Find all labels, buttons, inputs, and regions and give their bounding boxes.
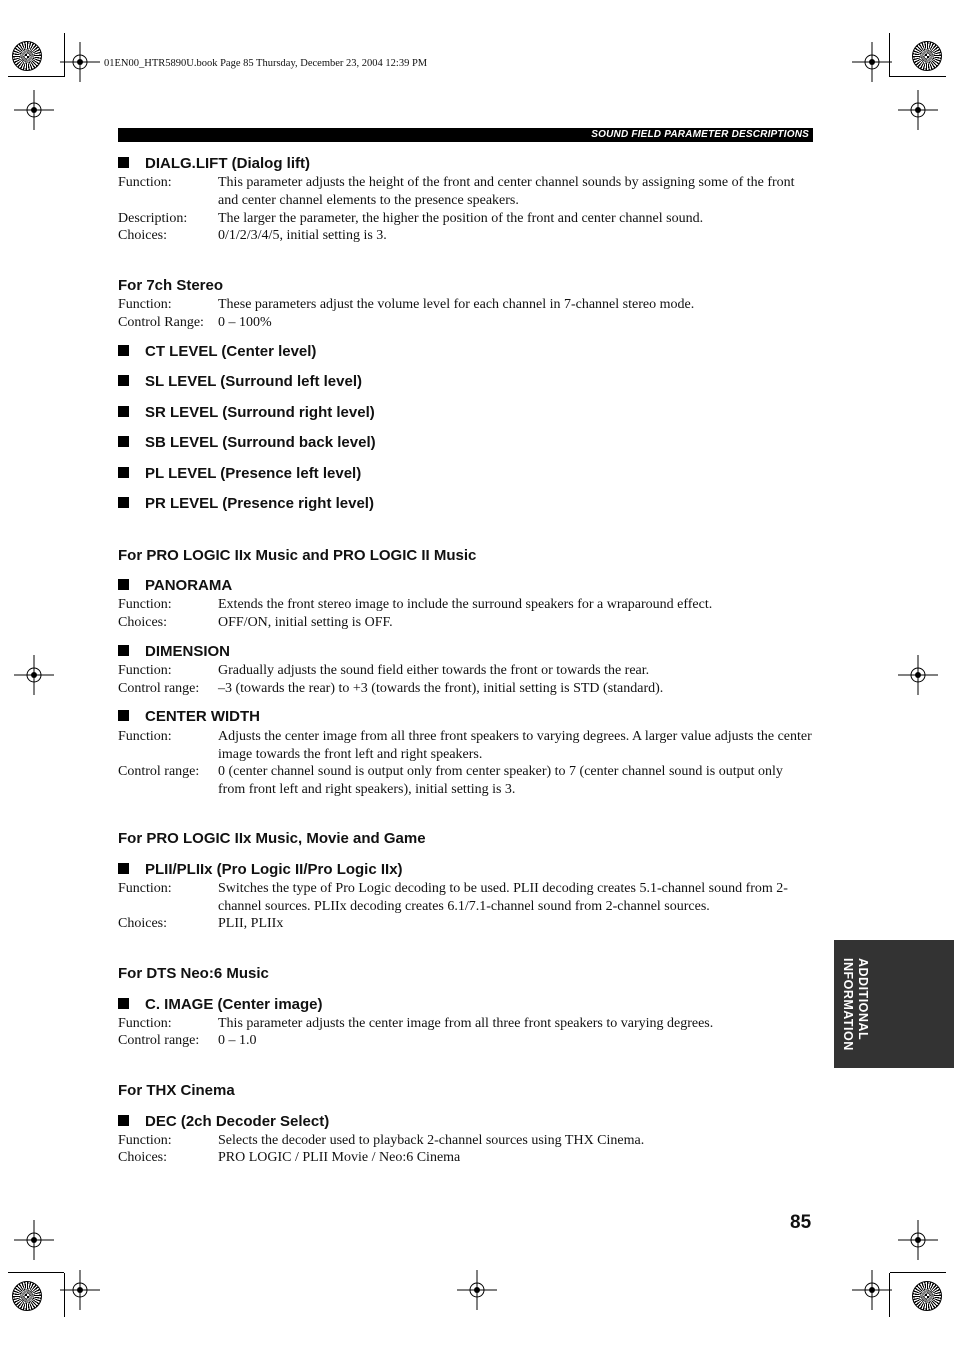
row-label: Choices: [118, 615, 167, 630]
panorama-choices-row [118, 614, 813, 632]
row-text: –3 (towards the rear) to +3 (towards the front), initial setting is STD (standard). [218, 681, 664, 696]
row-label: Control range: [118, 1033, 200, 1048]
bullet-square-icon [118, 710, 129, 721]
dimension-title: DIMENSION [145, 643, 231, 660]
registration-mark-icon [898, 90, 938, 130]
plii-function-row [118, 880, 813, 916]
row-text: Selects the decoder used to playback 2-channel sources using THX Cinema. [218, 1133, 645, 1148]
plii-pliix-heading [118, 861, 403, 879]
row-label: Description: [118, 211, 188, 226]
center-width-heading [118, 708, 260, 726]
section-banner-title: SOUND FIELD PARAMETER DESCRIPTIONS [591, 129, 809, 140]
panorama-heading [118, 577, 232, 595]
bullet-square-icon [118, 998, 129, 1009]
row-label: Control range: [118, 681, 200, 696]
row-text: This parameter adjusts the height of the front and center channel sounds by assigning some of the front and center channel elements to the presence speakers. [218, 175, 795, 208]
dec-title: DEC (2ch Decoder Select) [145, 1113, 330, 1130]
bullet-square-icon [118, 406, 129, 417]
cimage-range-row [118, 1032, 813, 1050]
row-text: PLII, PLIIx [218, 916, 284, 931]
dimension-function-row [118, 662, 813, 680]
bullet-square-icon [118, 436, 129, 447]
center-width-range-row [118, 763, 813, 799]
crop-mark [8, 1272, 64, 1273]
bullet-square-icon [118, 345, 129, 356]
bullet-square-icon [118, 1115, 129, 1126]
registration-mark-icon [14, 90, 54, 130]
row-text: Extends the front stereo image to include the surround speakers for a wraparound effect. [218, 597, 713, 612]
neo6-heading: For DTS Neo:6 Music [118, 965, 269, 982]
registration-mark-icon [852, 1270, 892, 1310]
row-label: Function: [118, 597, 172, 612]
dialg-title: DIALG.LIFT (Dialog lift) [145, 155, 310, 172]
dialg-heading [118, 155, 310, 173]
row-text: Gradually adjusts the sound field either towards the front or towards the rear. [218, 663, 650, 678]
row-label: Function: [118, 1016, 172, 1031]
dialg-function-row [118, 174, 813, 210]
panorama-function-row [118, 596, 813, 614]
row-text: OFF/ON, initial setting is OFF. [218, 615, 393, 630]
color-target-icon [12, 41, 42, 71]
plii-choices-row [118, 915, 813, 933]
plii-movie-heading: For PRO LOGIC IIx Music, Movie and Game [118, 830, 426, 847]
registration-mark-icon [852, 42, 892, 82]
level-title: PL LEVEL (Presence left level) [145, 465, 362, 482]
color-target-icon [12, 1281, 42, 1311]
row-text: 0/1/2/3/4/5, initial setting is 3. [218, 228, 387, 243]
bullet-square-icon [118, 863, 129, 874]
row-label: Control Range: [118, 315, 204, 330]
sl-level-heading [118, 373, 362, 391]
registration-mark-icon [898, 1220, 938, 1260]
color-target-icon [912, 41, 942, 71]
dec-function-row [118, 1132, 813, 1150]
dimension-heading [118, 643, 230, 661]
center-width-title: CENTER WIDTH [145, 708, 260, 725]
crop-mark [8, 76, 64, 77]
pr-level-heading [118, 495, 374, 513]
color-target-icon [912, 1281, 942, 1311]
panorama-title: PANORAMA [145, 577, 233, 594]
row-label: Choices: [118, 228, 167, 243]
row-text: This parameter adjusts the center image from all three front speakers to varying degrees. [218, 1016, 714, 1031]
bullet-square-icon [118, 645, 129, 656]
plii-pliix-title: PLII/PLIIx (Pro Logic II/Pro Logic IIx) [145, 861, 403, 878]
sr-level-heading [118, 404, 375, 422]
registration-mark-icon [60, 1270, 100, 1310]
dec-choices-row [118, 1149, 813, 1167]
registration-mark-icon [14, 655, 54, 695]
bullet-square-icon [118, 497, 129, 508]
sb-level-heading [118, 434, 376, 452]
row-label: Function: [118, 663, 172, 678]
registration-mark-icon [14, 1220, 54, 1260]
row-text: 0 – 1.0 [218, 1033, 257, 1048]
crop-mark [890, 1272, 946, 1273]
row-text: 0 – 100% [218, 315, 272, 330]
thx-heading: For THX Cinema [118, 1082, 235, 1099]
stereo7-range-row [118, 314, 813, 332]
center-width-function-row [118, 728, 813, 764]
dialg-choices-row [118, 227, 813, 245]
bullet-square-icon [118, 467, 129, 478]
level-title: SB LEVEL (Surround back level) [145, 434, 376, 451]
registration-mark-icon [60, 42, 100, 82]
plii-music-heading: For PRO LOGIC IIx Music and PRO LOGIC II Music [118, 547, 477, 564]
ct-level-heading [118, 343, 316, 361]
row-text: Adjusts the center image from all three front speakers to varying degrees. A larger value adjusts the center image towards the front left and right speakers. [218, 729, 812, 762]
section-side-tab [834, 940, 954, 1068]
level-title: PR LEVEL (Presence right level) [145, 495, 374, 512]
level-title: SL LEVEL (Surround left level) [145, 373, 362, 390]
stereo7-function-row [118, 296, 813, 314]
row-label: Choices: [118, 1150, 167, 1165]
page-number: 85 [790, 1212, 812, 1233]
row-text: The larger the parameter, the higher the position of the front and center channel sound. [218, 211, 704, 226]
section-banner [118, 128, 813, 142]
crop-mark [890, 76, 946, 77]
dec-heading [118, 1113, 329, 1131]
row-label: Function: [118, 297, 172, 312]
row-label: Choices: [118, 916, 167, 931]
registration-mark-icon [457, 1270, 497, 1310]
dimension-range-row [118, 680, 813, 698]
pl-level-heading [118, 465, 361, 483]
side-tab-label: ADDITIONAL INFORMATION [841, 958, 870, 1051]
print-info-line: 01EN00_HTR5890U.book Page 85 Thursday, December 23, 2004 12:39 PM [104, 58, 428, 69]
cimage-heading [118, 996, 323, 1014]
dialg-description-row [118, 210, 813, 228]
registration-mark-icon [898, 655, 938, 695]
bullet-square-icon [118, 375, 129, 386]
cimage-function-row [118, 1015, 813, 1033]
row-label: Function: [118, 881, 172, 896]
row-label: Control range: [118, 764, 200, 779]
stereo7-heading: For 7ch Stereo [118, 277, 224, 294]
bullet-square-icon [118, 157, 129, 168]
row-text: 0 (center channel sound is output only from center speaker) to 7 (center channel sound is output only from front left and right speakers), initial setting is 3. [218, 764, 783, 797]
row-label: Function: [118, 175, 172, 190]
row-label: Function: [118, 1133, 172, 1148]
row-label: Function: [118, 729, 172, 744]
row-text: PRO LOGIC / PLII Movie / Neo:6 Cinema [218, 1150, 461, 1165]
level-title: SR LEVEL (Surround right level) [145, 404, 375, 421]
row-text: Switches the type of Pro Logic decoding to be used. PLII decoding creates 5.1-channel sound from 2-channel sources. PLIIx decoding creates 6.1/7.1-channel sound from 2-channel sources. [218, 881, 788, 914]
level-title: CT LEVEL (Center level) [145, 343, 317, 360]
cimage-title: C. IMAGE (Center image) [145, 996, 323, 1013]
row-text: These parameters adjust the volume level for each channel in 7-channel stereo mode. [218, 297, 695, 312]
bullet-square-icon [118, 579, 129, 590]
